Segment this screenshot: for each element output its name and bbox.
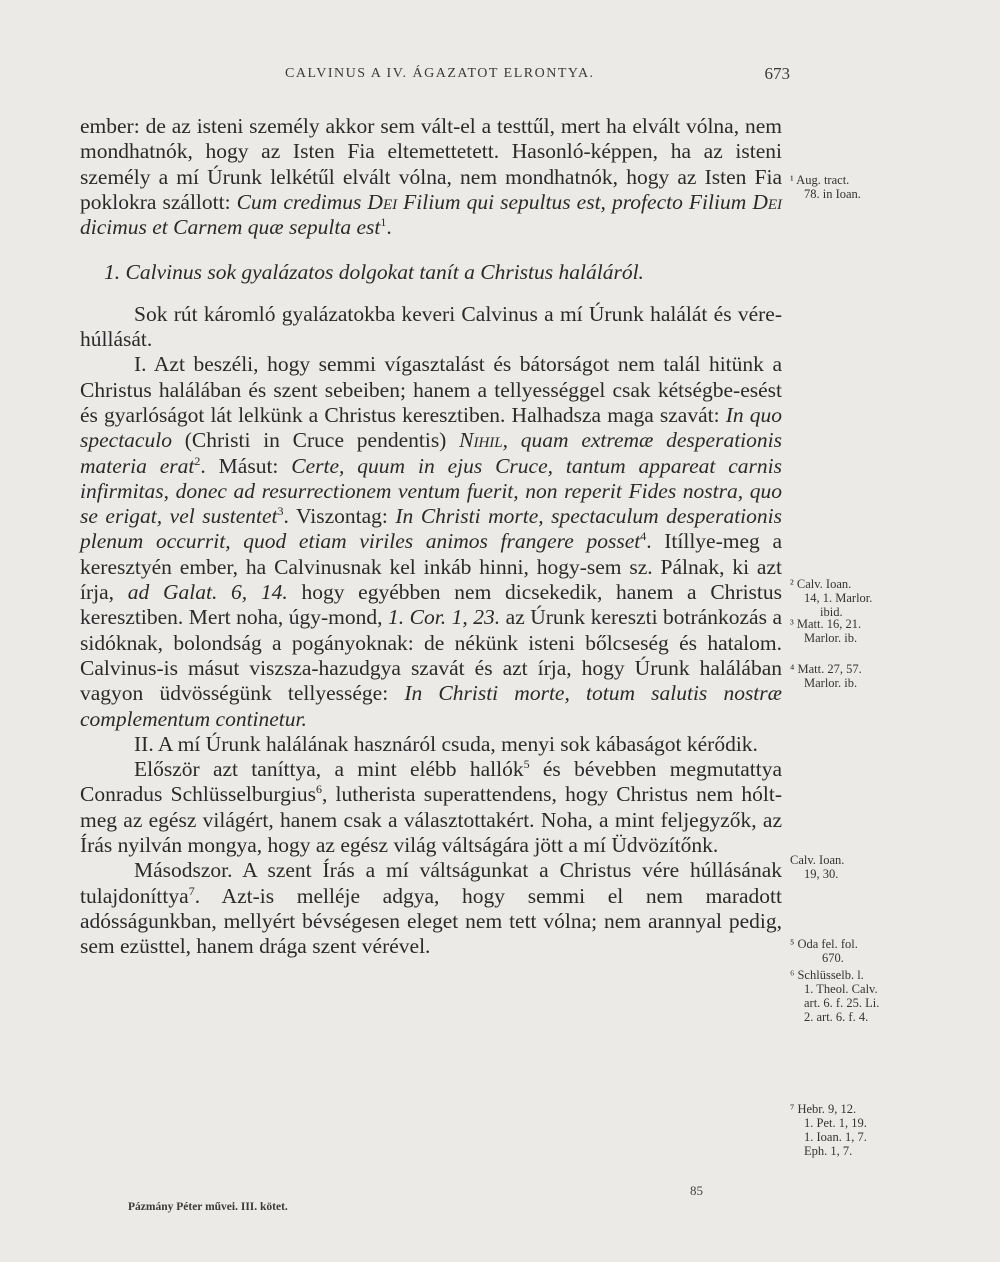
note-line: 670. [822, 951, 844, 965]
footnote-marker: 6 [315, 782, 322, 797]
text-run: . Viszontag: [283, 504, 396, 529]
text-run: , lutherista superattendens, hogy Christus nem hólt-meg az egész világért, hanem csak a választottakért. Noha, a mint feljegyzők, az Írás nyilván mongya, hogy az egész világ váltságára jött a mí Üdvözítőnk. [80, 782, 782, 858]
margin-note-3 [790, 617, 890, 645]
text-run: I. Azt beszéli, hogy semmi vígasztalást és bátorságot nem talál hitünk a Christus halálában és szent sebeiben; hanem a tellyességgel csak kétségbe-esést és gyarlóságot lát lelkünk a Christus keresztiben. Halhadsza maga szavát: [80, 352, 782, 427]
note-line: 2. art. 6. f. 4. [804, 1010, 869, 1024]
note-line: ¹ Aug. tract. [790, 173, 850, 187]
section-heading: 1. Calvinus sok gyalázatos dolgokat tanít a Christus haláláról. [104, 260, 644, 285]
margin-note-4 [790, 662, 890, 690]
paragraph-6 [80, 858, 782, 959]
note-line: 1. Pet. 1, 19. [804, 1116, 867, 1130]
note-line: ibid. [820, 605, 843, 619]
text-run: 1. Cor. 1, 23. [388, 605, 501, 630]
margin-note-8 [790, 1102, 890, 1158]
text-run: Dei [367, 189, 398, 214]
note-line: ⁷ Hebr. 9, 12. [790, 1102, 857, 1116]
note-line: ² Calv. Ioan. [790, 577, 852, 591]
note-line: 78. in Ioan. [804, 187, 861, 201]
text-run: In Christi morte, spectaculum desperationis plenum occurrit, quod etiam viriles animos frangere posset [80, 504, 782, 554]
margin-note-2 [790, 577, 890, 619]
paragraph-1 [80, 114, 782, 240]
note-line: art. 6. f. 25. Li. [804, 996, 880, 1010]
paragraph-2: Sok rút káromló gyalázatokba keveri Calvinus a mí Úrunk halálát és vére-húllását. [80, 301, 782, 352]
note-line: Marlor. ib. [804, 676, 858, 690]
text-run: ember: de az isteni személy akkor sem vált-el a testtűl, mert ha elvált vólna, nem mondhatnók, hogy az Isten Fia eltemettetett. Hasonló-képpen, ha az isteni személy a mí Úrunk lelkétűl elvált vólna, nem mondhatnók, hogy az Isten Fia poklokra szállott: [80, 114, 782, 214]
footnote-marker: 1 [380, 215, 387, 230]
margin-note-7 [790, 968, 890, 1024]
note-line: Calv. Ioan. [790, 853, 845, 867]
paragraph-5 [80, 757, 782, 858]
margin-note-6 [790, 937, 890, 965]
text-run: In quo spectaculo [80, 402, 782, 453]
text-run: az Úrunk kereszti botránkozás a sidóknak, bolondság a pogányoknak: de nékünk isteni bőlcseség és hatalom. Calvinus-is másut viszsza-hazudgya szavát és azt írja, hogy Úrunk halálában vagyon üdvösségünk tellyessége: [80, 605, 782, 706]
margin-note-1 [790, 173, 890, 201]
text-run: . [386, 215, 392, 240]
footnote-marker: 5 [523, 756, 530, 771]
footnote-marker: 7 [188, 883, 195, 898]
text-run: Cum credimus [236, 189, 368, 214]
paragraph-3 [80, 352, 782, 731]
text-run: Először azt taníttya, a mint elébb hallók [134, 757, 524, 782]
footer-book-title: Pázmány Péter művei. III. kötet. [128, 1201, 288, 1213]
text-run: és bévebben megmutattya Conradus Schlüsselburgius [80, 757, 782, 807]
note-line: ⁴ Matt. 27, 57. [790, 662, 862, 676]
text-run: Nihil [459, 428, 503, 453]
footnote-marker: 4 [640, 529, 647, 544]
footnote-marker: 2 [194, 453, 201, 468]
text-run: (Christi in Cruce pendentis) [171, 428, 460, 453]
text-run: Dei [752, 189, 782, 214]
page-number: 673 [764, 64, 790, 83]
text-run: ad Galat. 6, 14. [127, 580, 288, 605]
text-run: . Itíllye-meg a keresztyén ember, ha Calvinusnak kel inkáb hinni, hogy-sem sz. Pálnak, ki azt írja, [80, 529, 782, 605]
note-line: 14, 1. Marlor. [804, 591, 873, 605]
text-run: . Másut: [200, 453, 292, 478]
text-run: dicimus et Carnem quæ sepulta est [80, 215, 381, 240]
text-run: . Azt-is melléje adgya, hogy semmi el nem maradott adósságunkban, mellyért bévségesen eleget nem tett vólna; nem arannyal pedig, sem ezüsttel, hanem drága szent vérével. [80, 883, 782, 959]
text-run: hogy egyébben nem dicsekedik, hanem a Christus keresztiben. Mert noha, úgy-mond, [80, 580, 782, 630]
text-run: In Christi morte, totum salutis nostræ complementum continetur. [80, 681, 782, 731]
page-header [80, 66, 790, 92]
note-line: Marlor. ib. [804, 631, 858, 645]
note-line: 19, 30. [804, 867, 839, 881]
text-run: , quam extremæ desperationis materia erat [80, 428, 782, 478]
text-run: Certe, quum in ejus Cruce, tantum appareat carnis infirmitas, donec ad resurrectionem ventum fuerit, non reperit Fides nostra, quo se erigat, vel sustentet [80, 453, 782, 529]
paragraph-4: II. A mí Úrunk halálának hasznáról csuda, menyi sok kábaságot kérődik. [134, 731, 758, 756]
note-line: ⁶ Schlüsselb. l. [790, 968, 864, 982]
running-head: CALVINUS A IV. ÁGAZATOT ELRONTYA. [285, 66, 595, 81]
signature-mark: 85 [690, 1183, 703, 1198]
footnote-marker: 3 [277, 504, 284, 518]
text-run: Filium qui sepultus est, profecto Filium [397, 189, 753, 214]
text-run: Másodszor. A szent Írás a mí váltságunkat a Christus vére húllásának tulajdoníttya [80, 858, 782, 908]
note-line: Eph. 1, 7. [804, 1144, 853, 1158]
margin-note-5 [790, 853, 890, 881]
note-line: 1. Ioan. 1, 7. [804, 1130, 867, 1144]
note-line: ³ Matt. 16, 21. [790, 617, 862, 631]
note-line: 1. Theol. Calv. [804, 982, 878, 996]
main-text [80, 114, 782, 960]
note-line: ⁵ Oda fel. fol. [790, 937, 858, 951]
